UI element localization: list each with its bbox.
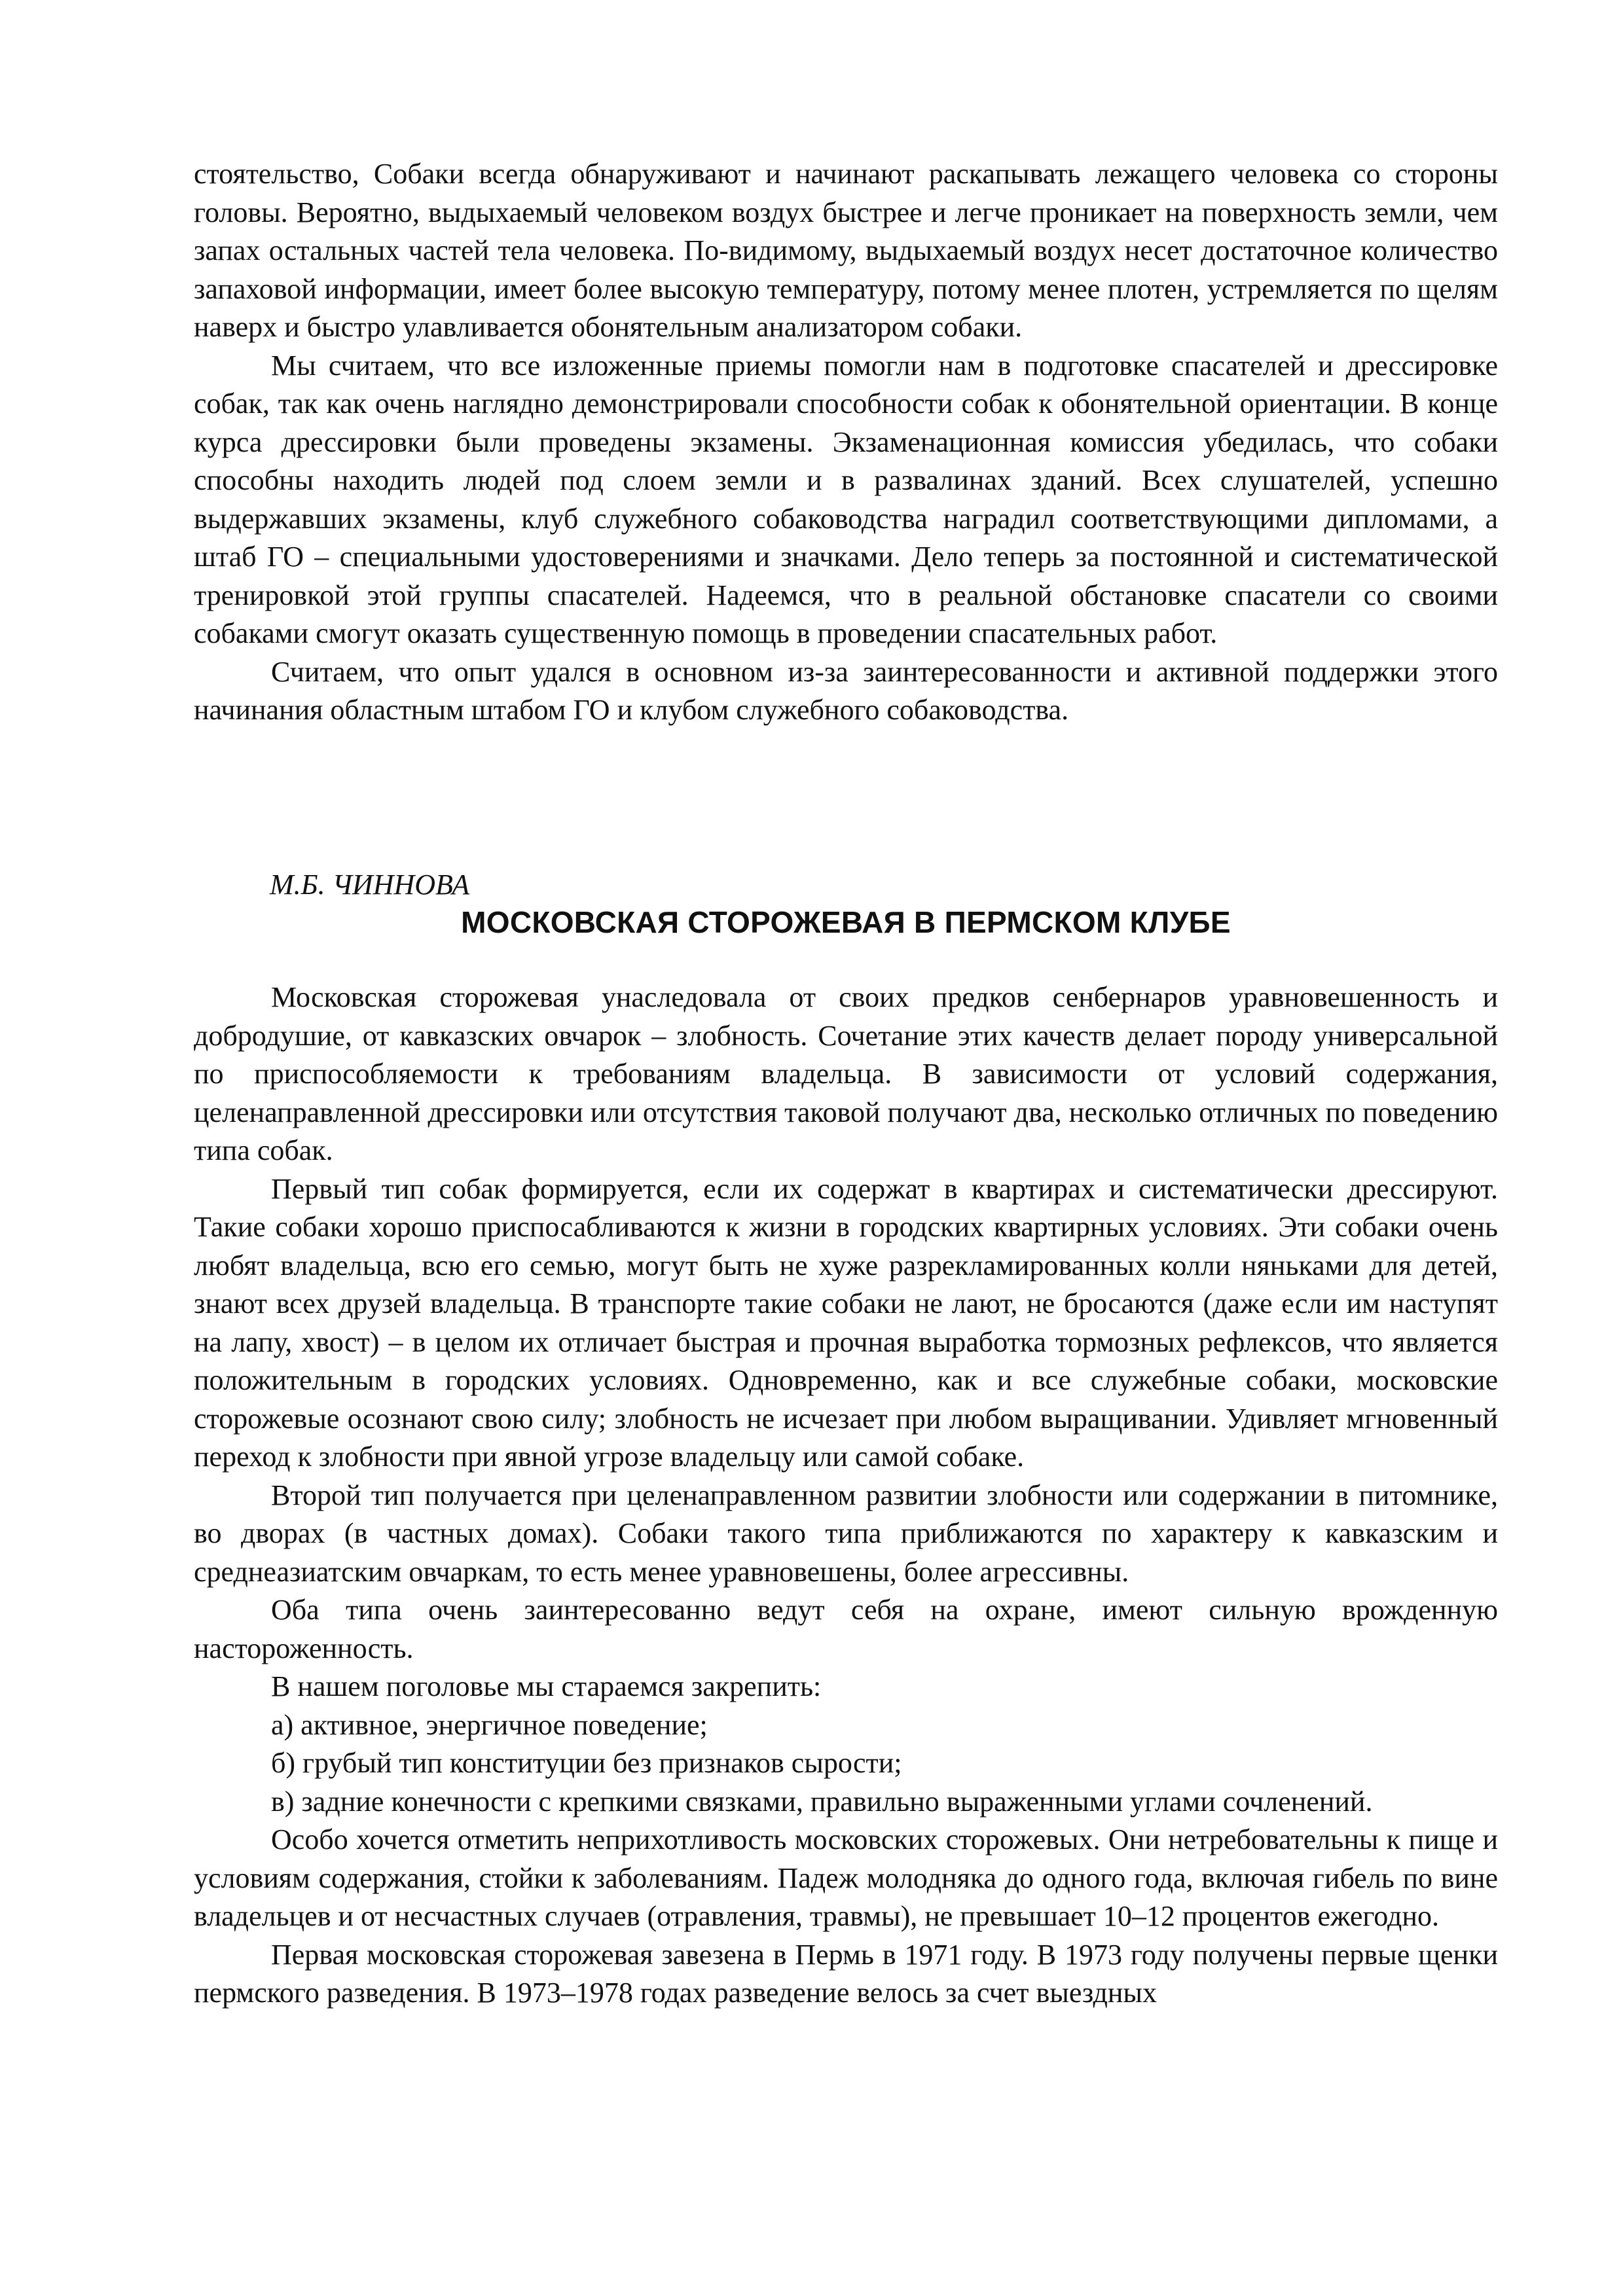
paragraph: Особо хочется отметить неприхотливость московских сторожевых. Они нетребовательны к пище и условиям содержания, стойки к заболеваниям. Падеж молодняка до одного года, включая гибель по вине владельцев и от несчастных случаев (отравления, травмы), не превышает 10–12 процентов ежегодно. — [194, 1823, 1498, 1932]
article-body — [194, 978, 1498, 2013]
list-item: б) грубый тип конституции без признаков сырости; — [271, 1747, 902, 1779]
paragraph: Считаем, что опыт удался в основном из-за заинтересованности и активной поддержки этого начинания областным штабом ГО и клубом служебного собаководства. — [194, 655, 1498, 726]
paragraph: Московская сторожевая унаследовала от своих предков сенбернаров уравновешенность и добродушие, от кавказских овчарок – злобность. Сочетание этих качеств делает породу универсальной по приспособляемости к требованиям владельца. В зависимости от условий содержания, целенаправленной дрессировки или отсутствия таковой получают два, несколько отличных по поведению типа собак. — [194, 981, 1498, 1166]
paragraph: Оба типа очень заинтересованно ведут себя на охране, имеют сильную врожденную настороженность. — [194, 1594, 1498, 1664]
paragraph: Первая московская сторожевая завезена в Пермь в 1971 году. В 1973 году получены первые щенки пермского разведения. В 1973–1978 годах разведение велось за счет выездных — [194, 1938, 1498, 2009]
list-intro: В нашем поголовье мы стараемся закрепить: — [271, 1670, 822, 1702]
paragraph: Мы считаем, что все изложенные приемы помогли нам в подготовке спасателей и дрессировке собак, так как очень наглядно демонстрировали способности собак к обонятельной ориентации. В конце курса дрессировки были проведены экзамены. Экзаменационная комиссия убедилась, что собаки способны находить людей под слоем земли и в развалинах зданий. Всех слушателей, успешно выдержавших экзамены, клуб служебного собаководства наградил соответствующими дипломами, а штаб ГО – специальными удостоверениями и значками. Дело теперь за постоянной и систематической тренировкой этой группы спасателей. Надеемся, что в реальной обстановке спасатели со своими собаками смогут оказать существенную помощь в проведении спасательных работ. — [194, 349, 1498, 649]
article-title: МОСКОВСКАЯ СТОРОЖЕВАЯ В ПЕРМСКОМ КЛУБЕ — [461, 905, 1231, 939]
list-item: а) активное, энергичное поведение; — [271, 1708, 708, 1741]
continued-article-text — [194, 155, 1498, 730]
article-author: М.Б. ЧИННОВА — [270, 869, 470, 901]
paragraph: стоятельство, Собаки всегда обнаруживают и начинают раскапывать лежащего человека со стороны головы. Вероятно, выдыхаемый человеком воздух быстрее и легче проникает на поверхность земли, чем запах остальных частей тела человека. По-видимому, выдыхаемый воздух несет достаточное количество запаховой информации, имеет более высокую температуру, потому менее плотен, устремляется по щелям наверх и быстро улавливается обонятельным анализатором собаки. — [194, 158, 1498, 343]
list-item: в) задние конечности с крепкими связками, правильно выраженными углами сочленений. — [271, 1785, 1373, 1818]
paragraph: Первый тип собак формируется, если их содержат в квартирах и систематически дрессируют. Такие собаки хорошо приспосабливаются к жизни в городских квартирных условиях. Эти собаки очень любят владельца, всю его семью, могут быть не хуже разрекламированных колли няньками для детей, знают всех друзей владельца. В транспорте такие собаки не лают, не бросаются (даже если им наступят на лапу, хвост) – в целом их отличает быстрая и прочная выработка тормозных рефлексов, что является положительным в городских условиях. Одновременно, как и все служебные собаки, московские сторожевые осознают свою силу; злобность не исчезает при любом выращивании. Удивляет мгновенный переход к злобности при явной угрозе владельцу или самой собаке. — [194, 1172, 1498, 1473]
paragraph: Второй тип получается при целенаправленном развитии злобности или содержании в питомнике, во дворах (в частных домах). Собаки такого типа приближаются по характеру к кавказским и среднеазиатским овчаркам, то есть менее уравновешены, более агрессивны. — [194, 1479, 1498, 1588]
